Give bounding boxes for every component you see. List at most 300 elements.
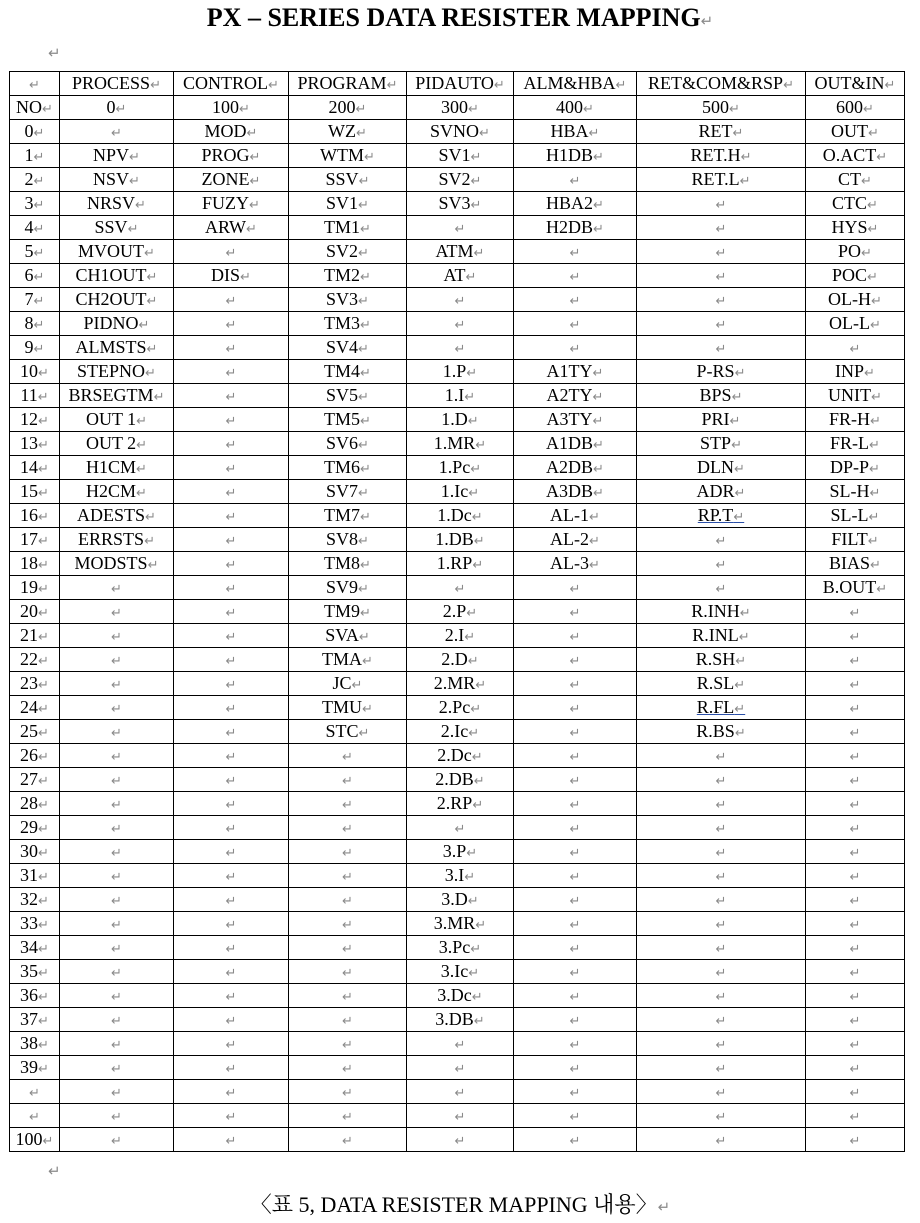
table-cell [637,720,806,744]
table-cell [806,288,905,312]
cell-text: 4 ↵ [25,217,45,237]
table-row [10,552,905,576]
cell-text: ADESTS ↵ [77,505,156,525]
table-cell [60,696,174,720]
row-number-cell [10,264,60,288]
table-row [10,528,905,552]
table-cell [637,648,806,672]
table-row [10,696,905,720]
table-cell [174,1008,289,1032]
table-row [10,288,905,312]
table-cell [407,744,514,768]
table-cell [637,912,806,936]
table-cell [806,312,905,336]
table-cell [637,192,806,216]
cell-text: 2.RP ↵ [437,793,483,813]
cell-text: FR-H ↵ [829,409,881,429]
cell-text: PROCESS ↵ [72,73,161,93]
table-cell [806,792,905,816]
cell-text: 24 ↵ [20,697,49,717]
cell-text: SV4 ↵ [326,337,369,357]
cell-text: H2CM ↵ [86,481,147,501]
row-number-cell [10,624,60,648]
table-cell [407,720,514,744]
table-cell [514,672,637,696]
table-cell [174,288,289,312]
table-row [10,384,905,408]
cell-text: ALMSTS ↵ [76,337,158,357]
cell-text: 1.I ↵ [445,385,475,405]
table-cell [407,648,514,672]
table-cell [289,1056,407,1080]
table-cell [174,672,289,696]
table-cell [806,984,905,1008]
cell-text: CONTROL ↵ [183,73,279,93]
table-cell [806,696,905,720]
paragraph-mark-icon: ↵ [700,14,714,30]
table-cell [514,480,637,504]
table-cell [60,720,174,744]
table-cell [637,384,806,408]
table-cell [637,744,806,768]
table-cell [514,432,637,456]
table-cell [60,480,174,504]
table-row [10,576,905,600]
table-cell [60,888,174,912]
table-cell [174,120,289,144]
table-cell [60,360,174,384]
table-cell [514,960,637,984]
table-caption [0,1190,920,1223]
paragraph-mark-icon: ↵ [48,1164,61,1180]
cell-text: R.INH ↵ [691,601,750,621]
row-number-cell [10,432,60,456]
table-cell [60,264,174,288]
table-cell [637,504,806,528]
cell-text: R.SH ↵ [696,649,746,669]
cell-text: NSV ↵ [93,169,140,189]
table-cell [60,168,174,192]
table-cell [289,696,407,720]
cell-text: SV8 ↵ [326,529,369,549]
table-cell [407,888,514,912]
table-cell [407,528,514,552]
table-row [10,960,905,984]
table-cell [174,528,289,552]
table-row [10,336,905,360]
cell-text: NPV ↵ [93,145,140,165]
cell-text: POC ↵ [832,265,878,285]
table-cell [514,528,637,552]
table-cell [407,216,514,240]
table-cell [174,336,289,360]
table-cell [806,864,905,888]
cell-text: H1DB ↵ [546,145,604,165]
table-cell [174,720,289,744]
table-cell [806,456,905,480]
table-cell [806,360,905,384]
row-number-cell [10,1056,60,1080]
table-cell [806,1080,905,1104]
cell-text: PRI ↵ [702,409,741,429]
table-cell [60,1008,174,1032]
cell-text: B.OUT ↵ [823,577,887,597]
cell-text: WZ ↵ [328,121,367,141]
table-row [10,816,905,840]
cell-text: PIDNO ↵ [84,313,150,333]
cell-text: NO ↵ [16,97,53,117]
cell-text: PO ↵ [838,241,872,261]
table-cell [289,96,407,120]
table-cell [174,792,289,816]
cell-text: AL-3 ↵ [550,553,600,573]
table-cell [637,216,806,240]
row-number-cell [10,648,60,672]
cell-text: 2.I ↵ [445,625,475,645]
table-cell [514,120,637,144]
table-cell [60,336,174,360]
table-cell [407,1032,514,1056]
table-cell [514,312,637,336]
cell-text: TM2 ↵ [324,265,371,285]
table-cell [174,480,289,504]
table-cell [174,840,289,864]
table-cell [289,1128,407,1152]
cell-text: SV2 ↵ [326,241,369,261]
table-cell [60,672,174,696]
row-number-cell [10,360,60,384]
cell-text: 39 ↵ [20,1057,49,1077]
table-cell [60,816,174,840]
table-cell [289,600,407,624]
table-cell [637,984,806,1008]
table-row [10,312,905,336]
table-cell [637,888,806,912]
table-cell [289,384,407,408]
table-cell [174,648,289,672]
cell-text: 32 ↵ [20,889,49,909]
cell-text: SV6 ↵ [326,433,369,453]
cell-text: R.BS ↵ [696,721,745,741]
row-number-cell [10,792,60,816]
cell-text: OUT 2 ↵ [86,433,147,453]
cell-text: 25 ↵ [20,721,49,741]
row-number-cell [10,120,60,144]
table-cell [60,648,174,672]
table-cell [174,696,289,720]
cell-text: FUZY ↵ [202,193,260,213]
table-cell [806,552,905,576]
row-number-cell [10,960,60,984]
cell-text: 7 ↵ [25,289,45,309]
table-cell [407,72,514,96]
table-row [10,864,905,888]
cell-text: STEPNO ↵ [77,361,156,381]
cell-text: 37 ↵ [20,1009,49,1029]
table-cell [514,888,637,912]
cell-text: STP ↵ [700,433,742,453]
cell-text: PROGRAM ↵ [298,73,398,93]
row-number-cell [10,336,60,360]
cell-text: 10 ↵ [20,361,49,381]
table-cell [60,552,174,576]
table-cell [60,456,174,480]
table-cell [174,240,289,264]
table-cell [174,1104,289,1128]
table-row [10,792,905,816]
table-row [10,264,905,288]
row-number-cell [10,216,60,240]
table-cell [174,144,289,168]
cell-text: SV1 ↵ [326,193,369,213]
table-cell [289,72,407,96]
table-cell [407,360,514,384]
table-cell [637,840,806,864]
table-cell [289,432,407,456]
row-number-cell [10,984,60,1008]
table-cell [60,984,174,1008]
table-cell [289,168,407,192]
table-cell [637,240,806,264]
cell-text: CTC ↵ [832,193,878,213]
table-cell [174,504,289,528]
table-cell [514,1056,637,1080]
row-number-cell [10,840,60,864]
table-cell [407,768,514,792]
cell-text: ZONE ↵ [202,169,261,189]
table-cell [289,504,407,528]
table-cell [806,648,905,672]
row-number-cell [10,672,60,696]
table-row [10,360,905,384]
table-cell [60,528,174,552]
cell-text: 11 ↵ [20,385,48,405]
table-cell [174,960,289,984]
cell-text: PROG ↵ [202,145,261,165]
cell-text: A2DB ↵ [546,457,604,477]
table-cell [60,624,174,648]
table-cell [514,504,637,528]
table-cell [637,168,806,192]
cell-text: 16 ↵ [20,505,49,525]
cell-text: 0 ↵ [107,97,127,117]
table-row [10,1056,905,1080]
table-cell [407,120,514,144]
cell-text: 15 ↵ [20,481,49,501]
table-cell [289,816,407,840]
cell-text: OUT 1 ↵ [86,409,147,429]
row-number-cell [10,936,60,960]
table-cell [514,336,637,360]
table-cell [407,408,514,432]
table-cell [289,864,407,888]
cell-text: DP-P ↵ [830,457,880,477]
cell-text: 19 ↵ [20,577,49,597]
table-cell [289,552,407,576]
table-cell [60,960,174,984]
cell-text: A1TY ↵ [547,361,604,381]
table-cell [514,864,637,888]
table-cell [407,1128,514,1152]
cell-text: OUT ↵ [831,121,879,141]
cell-text: R.INL ↵ [692,625,749,645]
table-cell [174,912,289,936]
row-number-cell [10,1104,60,1128]
table-cell [407,240,514,264]
table-cell [637,408,806,432]
table-cell [514,720,637,744]
table-row [10,1080,905,1104]
table-cell [60,1104,174,1128]
table-cell [60,120,174,144]
table-row [10,912,905,936]
table-cell [174,600,289,624]
cell-text: CH1OUT ↵ [76,265,158,285]
cell-text: OUT&IN ↵ [815,73,896,93]
row-number-cell [10,720,60,744]
cell-text: TM5 ↵ [324,409,371,429]
table-cell [514,816,637,840]
table-cell [637,432,806,456]
row-number-cell [10,1128,60,1152]
table-cell [407,672,514,696]
table-row [10,240,905,264]
table-cell [60,576,174,600]
cell-text: 31 ↵ [20,865,49,885]
cell-text: 1.P ↵ [443,361,477,381]
table-cell [60,1056,174,1080]
table-row [10,768,905,792]
cell-text: 20 ↵ [20,601,49,621]
cell-text: A3TY ↵ [547,409,604,429]
table-cell [407,264,514,288]
base-address-row [10,96,905,120]
table-cell [289,264,407,288]
cell-text: 1.MR ↵ [434,433,486,453]
table-cell [289,912,407,936]
table-cell [514,1080,637,1104]
table-cell [514,360,637,384]
table-row [10,168,905,192]
table-cell [806,432,905,456]
table-cell [806,216,905,240]
row-number-cell [10,600,60,624]
table-cell [806,264,905,288]
table-cell [60,384,174,408]
cell-text: INP ↵ [835,361,875,381]
table-cell [407,792,514,816]
table-cell [407,1080,514,1104]
table-cell [806,504,905,528]
table-cell [637,264,806,288]
table-cell [289,576,407,600]
table-row [10,672,905,696]
header-row [10,72,905,96]
table-cell [514,552,637,576]
table-cell [637,864,806,888]
table-cell [806,1008,905,1032]
cell-text: SV1 ↵ [439,145,482,165]
cell-text: SV2 ↵ [439,169,482,189]
table-cell [60,600,174,624]
table-caption-text: 〈표 5, DATA RESISTER MAPPING 내용〉 [249,1192,658,1217]
cell-text: 3.Ic ↵ [441,961,479,981]
table-cell [407,336,514,360]
cell-text: BRSEGTM ↵ [69,385,165,405]
cell-text: HBA2 ↵ [546,193,604,213]
paragraph-mark-icon: ↵ [48,46,61,62]
table-cell [289,456,407,480]
cell-text: 2.Ic ↵ [441,721,479,741]
cell-text: R.FL ↵ [697,697,745,717]
table-cell [514,792,637,816]
table-cell [514,912,637,936]
cell-text: 3 ↵ [25,193,45,213]
cell-text: 5 ↵ [25,241,45,261]
table-cell [637,576,806,600]
table-cell [174,408,289,432]
table-cell [289,336,407,360]
table-cell [60,504,174,528]
table-cell [806,912,905,936]
cell-text: JC ↵ [333,673,363,693]
cell-text: 36 ↵ [20,985,49,1005]
table-cell [514,576,637,600]
cell-text: 1.DB ↵ [435,529,484,549]
cell-text: DIS ↵ [211,265,251,285]
cell-text: A1DB ↵ [546,433,604,453]
cell-text: 0 ↵ [25,121,45,141]
table-cell [637,288,806,312]
table-cell [60,96,174,120]
table-cell [174,552,289,576]
cell-text: 2.MR ↵ [434,673,486,693]
table-cell [637,600,806,624]
table-cell [289,984,407,1008]
table-cell [60,768,174,792]
cell-text: 500 ↵ [702,97,740,117]
cell-text: 35 ↵ [20,961,49,981]
table-row [10,600,905,624]
table-cell [60,792,174,816]
table-cell [806,72,905,96]
table-cell [806,120,905,144]
document-title-text: PX – SERIES DATA RESISTER MAPPING [206,3,701,32]
table-cell [407,600,514,624]
table-cell [637,1104,806,1128]
table-cell [407,456,514,480]
table-cell [60,864,174,888]
table-cell [60,216,174,240]
cell-text: TM1 ↵ [324,217,371,237]
table-cell [289,216,407,240]
cell-text: SV5 ↵ [326,385,369,405]
table-cell [407,840,514,864]
cell-text: 3.P ↵ [443,841,477,861]
table-row [10,456,905,480]
table-cell [289,192,407,216]
cell-text: 9 ↵ [25,337,45,357]
table-cell [407,288,514,312]
table-cell [637,1128,806,1152]
cell-text: RET&COM&RSP ↵ [648,73,794,93]
row-number-cell [10,192,60,216]
row-number-cell [10,696,60,720]
table-cell [514,384,637,408]
table-cell [637,1080,806,1104]
table-cell [806,384,905,408]
table-cell [806,1056,905,1080]
